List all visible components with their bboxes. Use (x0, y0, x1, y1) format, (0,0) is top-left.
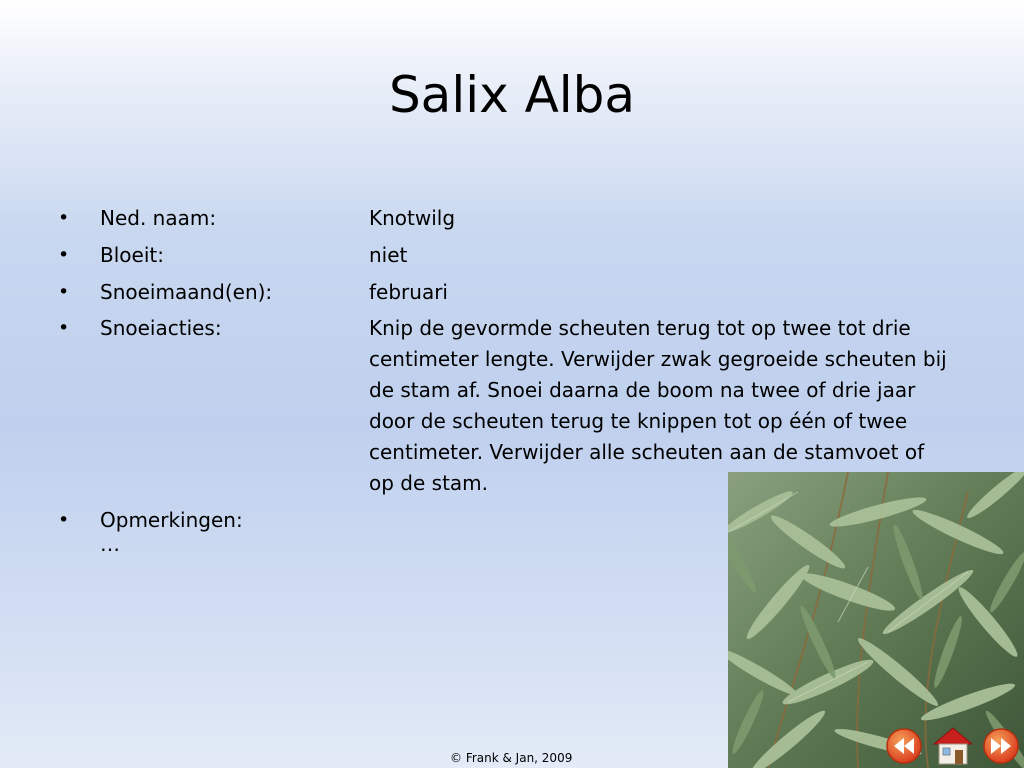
willow-leaves-photo (728, 472, 1024, 768)
field-value: Knotwilg (369, 206, 456, 230)
field-label: Snoeimaand(en): (100, 280, 273, 304)
bullet: • (58, 207, 70, 229)
fast-forward-icon (982, 727, 1020, 765)
bullet: • (58, 244, 70, 266)
field-value: februari (369, 280, 448, 304)
bullet: • (58, 509, 70, 531)
rewind-icon (885, 727, 923, 765)
bullet: • (58, 317, 70, 339)
field-label: Ned. naam: (100, 206, 217, 230)
next-slide-button[interactable] (982, 727, 1020, 765)
footer-copyright: © Frank & Jan, 2009 (450, 751, 573, 765)
home-icon (931, 724, 975, 768)
willow-leaves-image (728, 472, 1024, 768)
field-label: Bloeit: (100, 243, 164, 267)
field-value: Knip de gevormde scheuten terug tot op twee tot drie centimeter lengte. Verwijder zwak gegroeide scheuten bij de stam af. Snoei daarna de boom na twee of drie jaar door de scheuten terug te knippen tot op één of twee centimeter. Verwijder alle scheuten aan de stamvoet of op de stam. (369, 316, 947, 495)
bullet: • (58, 281, 70, 303)
home-button[interactable] (931, 724, 975, 768)
field-label: Opmerkingen: (100, 508, 243, 532)
slide-title: Salix Alba (388, 66, 636, 124)
field-value: … (100, 532, 120, 556)
field-value: niet (369, 243, 408, 267)
field-label: Snoeiacties: (100, 316, 222, 340)
previous-slide-button[interactable] (885, 727, 923, 765)
